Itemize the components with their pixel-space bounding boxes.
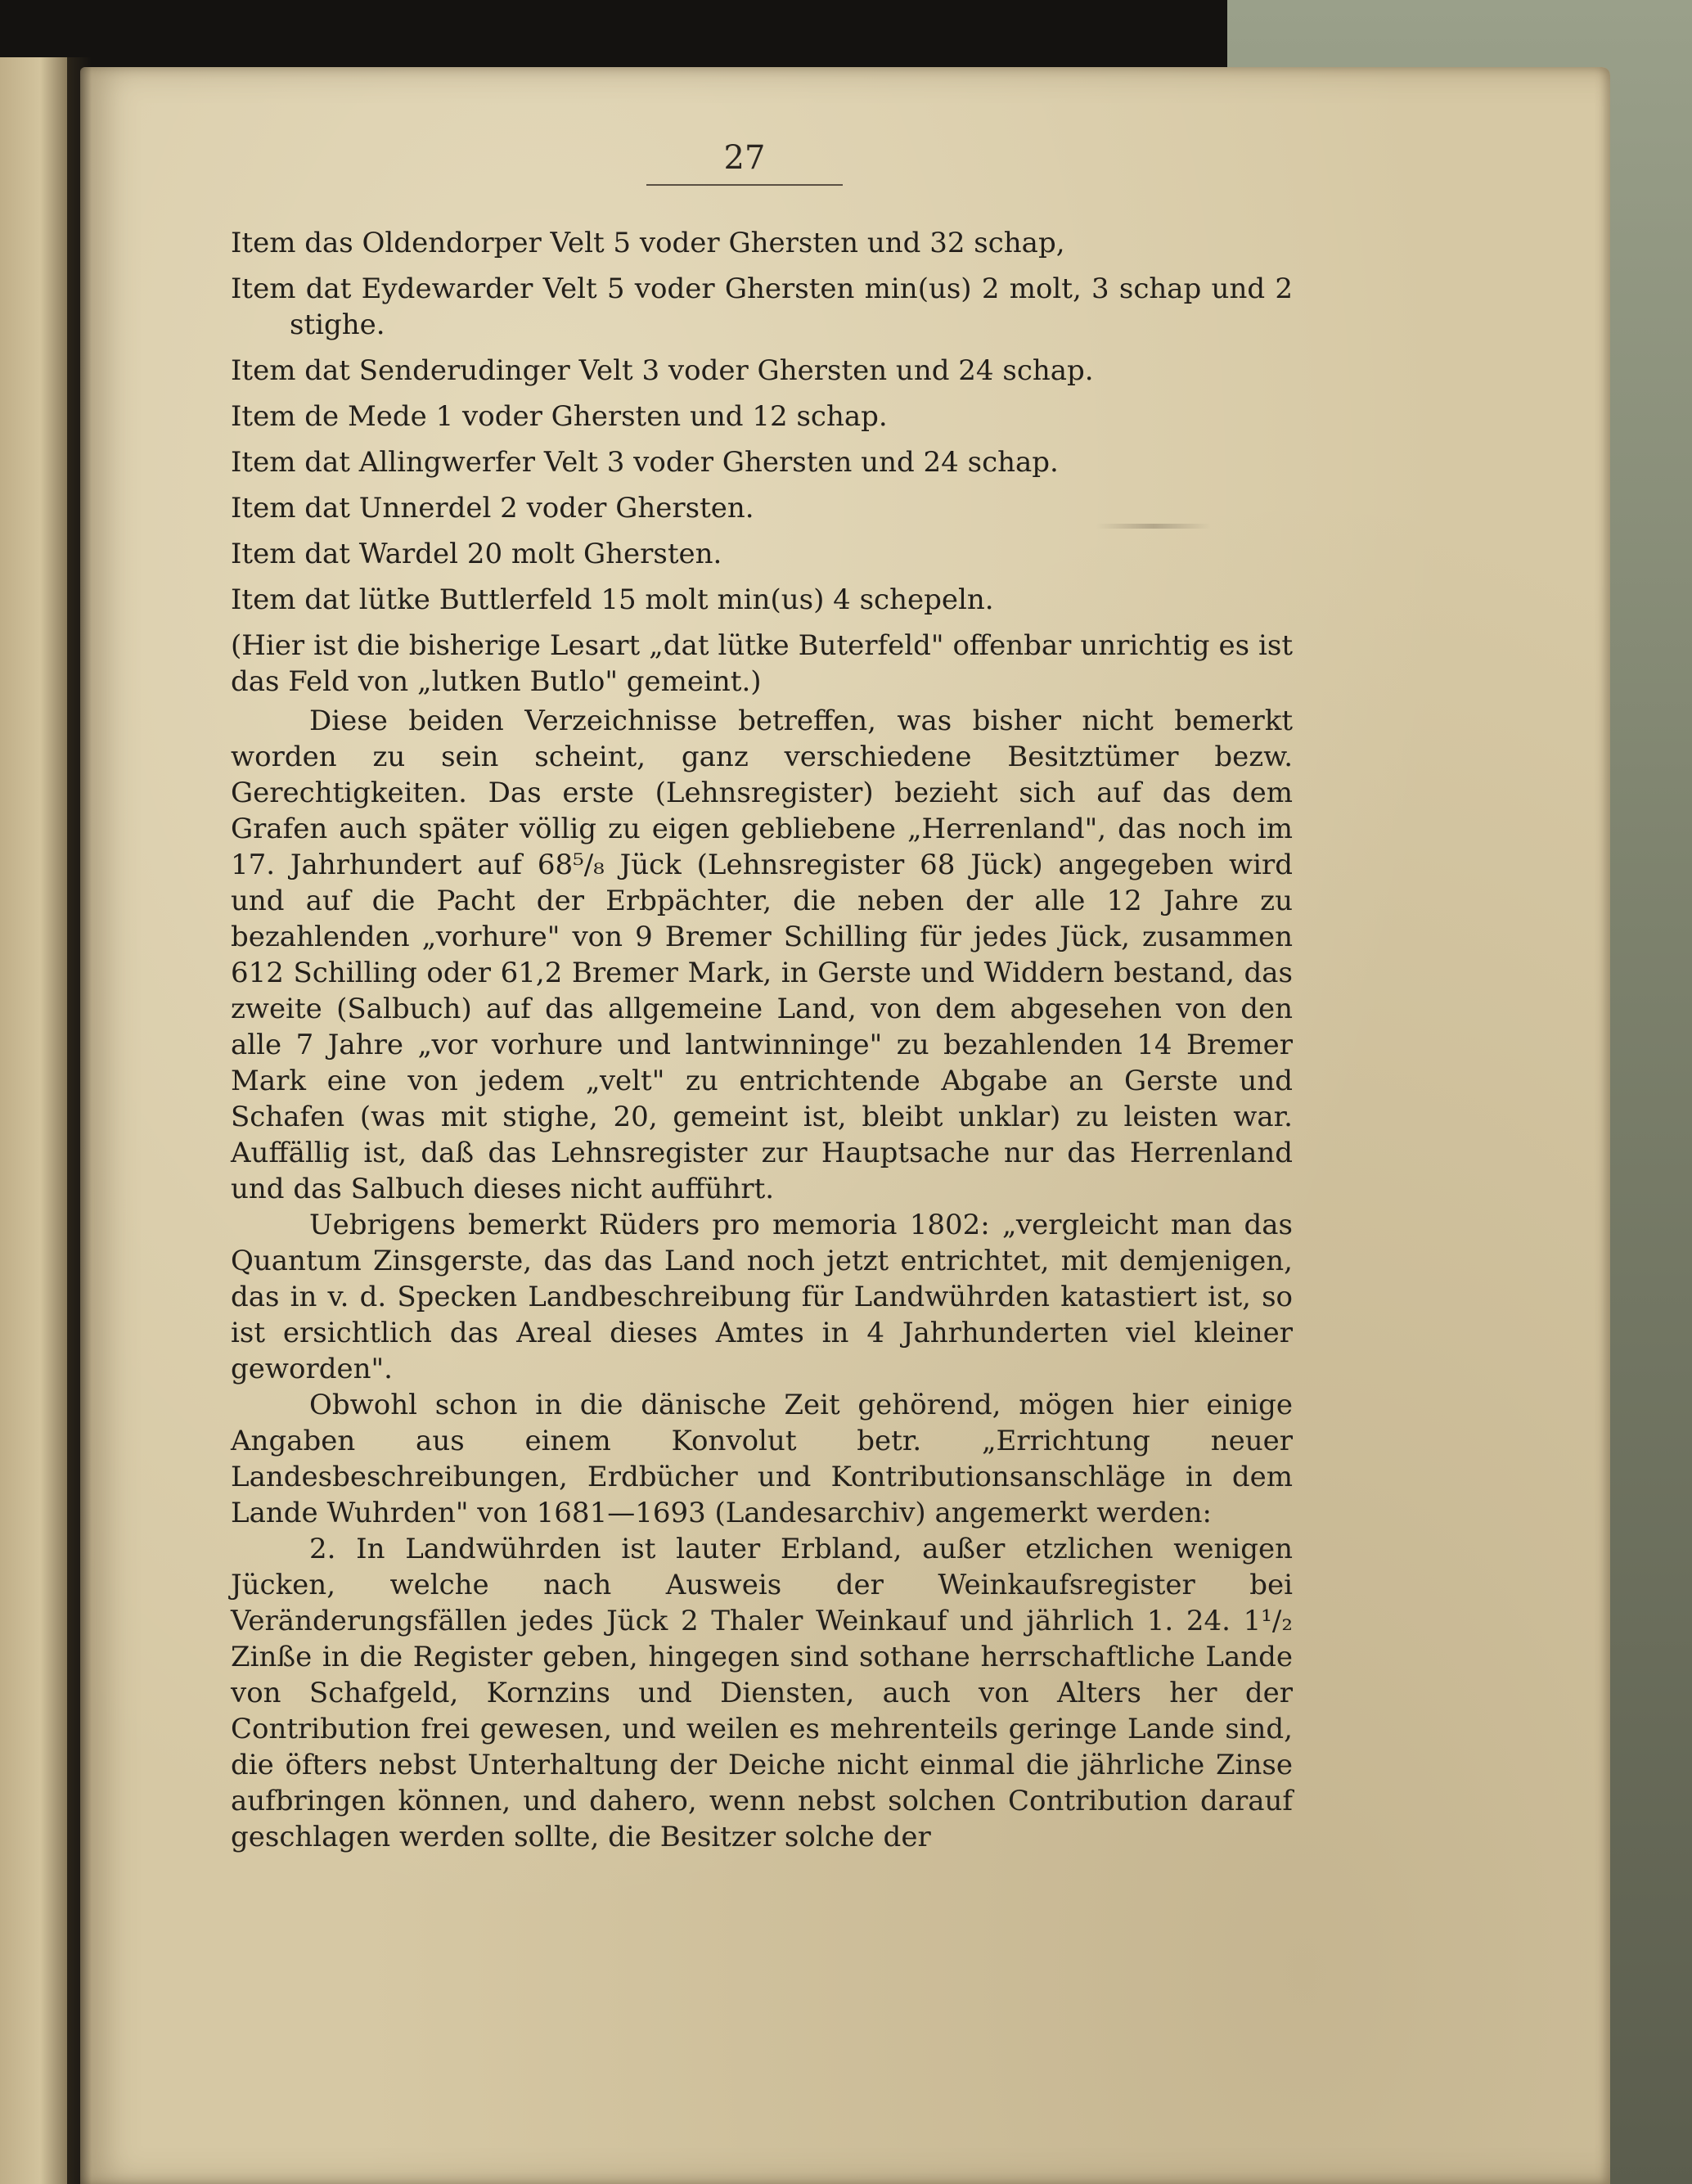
list-item: Item dat lütke Buttlerfeld 15 molt min(us) 4 schepeln. bbox=[231, 583, 994, 616]
paragraph: Diese beiden Verzeichnisse betreffen, was bisher nicht bemerkt worden zu sein scheint, ganz verschiedene Besitztümer bezw. Gerechtigkeiten. Das erste (Lehnsregister) bezieht sich auf das dem Grafen auch später völlig zu eigen gebliebene „Herrenland", das noch im 17. Jahrhundert auf 68⁵/₈ Jück (Lehnsregister 68 Jück) angegeben wird und auf die Pacht der Erbpächter, die neben der alle 12 Jahre zu bezahlenden „vorhure" von 9 Bremer Schilling für jedes Jück, zusammen 612 Schilling oder 61,2 Bremer Mark, in Gerste und Widdern bestand, das zweite (Salbuch) auf das allgemeine Land, von dem abgesehen von den alle 7 Jahre „vor vorhure und lantwinninge" zu bezahlenden 14 Bremer Mark eine von jedem „velt" zu entrichtende Abgabe an Gerste und Schafen (was mit stighe, 20, gemeint ist, bleibt unklar) zu leisten war. Auffällig ist, daß das Lehnsregister zur Hauptsache nur das Herrenland und das Salbuch dieses nicht aufführt. bbox=[231, 705, 1293, 1205]
list-item: Item das Oldendorper Velt 5 voder Ghersten und 32 schap, bbox=[231, 227, 1065, 259]
paragraph: Uebrigens bemerkt Rüders pro memoria 1802: „vergleicht man das Quantum Zinsgerste, das das Land noch jetzt entrichtet, mit demjenigen, das in v. d. Specken Landbeschreibung für Landwührden katastiert ist, so ist ersichtlich das Areal dieses Amtes in 4 Jahrhunderten viel kleiner geworden". bbox=[231, 1209, 1293, 1385]
facing-page-edge bbox=[0, 57, 67, 2184]
list-item: Item dat Eydewarder Velt 5 voder Ghersten min(us) 2 molt, 3 schap und 2 stighe. bbox=[231, 272, 1293, 341]
list-item: Item dat Senderudinger Velt 3 voder Ghersten und 24 schap. bbox=[231, 354, 1094, 387]
editorial-note: (Hier ist die bisherige Lesart „dat lütke Buterfeld" offenbar unrichtig es ist das Feld von „lutken Butlo" gemeint.) bbox=[231, 629, 1293, 698]
gutter-shadow bbox=[67, 57, 92, 2184]
page-text bbox=[231, 225, 1293, 1855]
list-item: Item dat Wardel 20 molt Ghersten. bbox=[231, 538, 722, 570]
list-item: Item dat Allingwerfer Velt 3 voder Ghersten und 24 schap. bbox=[231, 446, 1059, 479]
paragraph: Obwohl schon in die dänische Zeit gehörend, mögen hier einige Angaben aus einem Konvolut betr. „Errichtung neuer Landesbeschreibungen, Erdbücher und Kontributionsanschläge in dem Lande Wuhrden" von 1681—1693 (Landesarchiv) angemerkt werden: bbox=[231, 1389, 1293, 1529]
paragraph: 2. In Landwührden ist lauter Erbland, außer etzlichen wenigen Jücken, welche nach Ausweis der Weinkaufsregister bei Veränderungsfällen jedes Jück 2 Thaler Weinkauf und jährlich 1. 24. 1¹/₂ Zinße in die Register geben, hingegen sind sothane herrschaftliche Lande von Schafgeld, Kornzins und Diensten, auch von Alters her der Contribution frei gewesen, und weilen es mehrenteils geringe Lande sind, die öfters nebst Unterhaltung der Deiche nicht einmal die jährliche Zinse aufbringen können, und dahero, wenn nebst solchen Contribution darauf geschlagen werden sollte, die Besitzer solche der bbox=[231, 1533, 1293, 1853]
header-rule bbox=[646, 184, 843, 186]
list-item: Item de Mede 1 voder Ghersten und 12 schap. bbox=[231, 400, 888, 433]
list-item: Item dat Unnerdel 2 voder Ghersten. bbox=[231, 492, 754, 525]
page-number: 27 bbox=[723, 139, 766, 177]
